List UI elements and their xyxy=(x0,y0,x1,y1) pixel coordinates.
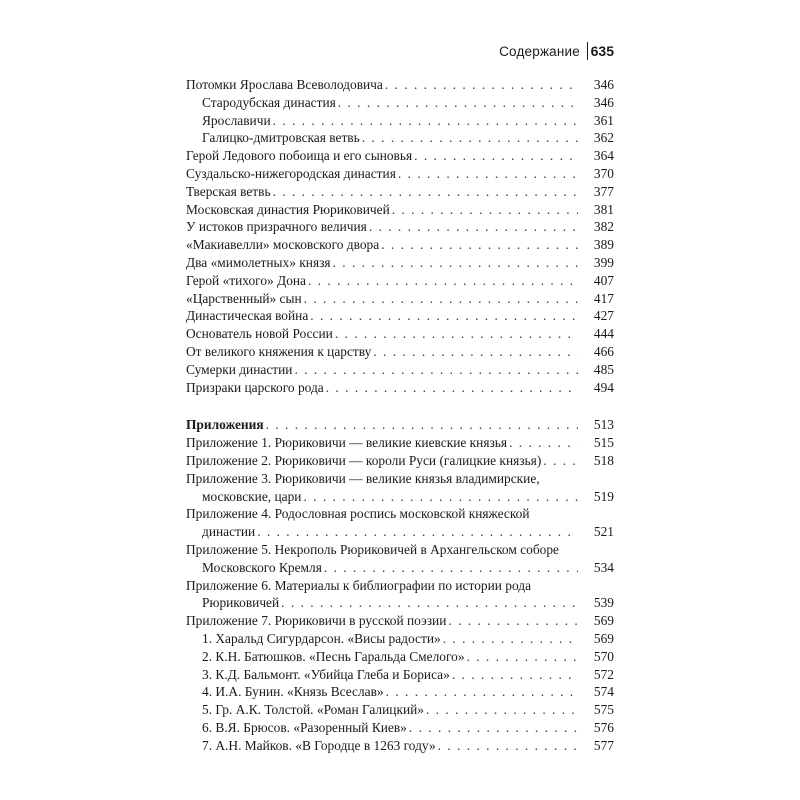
toc-page: 576 xyxy=(593,719,614,735)
toc-entry[interactable]: От великого княжения к царству . . . 466 xyxy=(186,343,614,361)
toc-page: 361 xyxy=(593,112,614,128)
toc-appendix[interactable]: Приложение 4. Родословная роспись московской княжеской династии . . . 521 xyxy=(186,505,614,541)
toc-page: 534 xyxy=(593,559,614,575)
toc-page: 539 xyxy=(593,595,614,611)
toc-page: 569 xyxy=(593,613,614,629)
toc-appendix[interactable]: Приложение 3. Рюриковичи — великие князья владимирские, московские, цари . . . 519 xyxy=(186,470,614,506)
toc-page: 427 xyxy=(593,308,614,324)
toc-entry[interactable]: «Макиавелли» московского двора . . . 389 xyxy=(186,236,614,254)
toc-page: 575 xyxy=(593,702,614,718)
toc-page: 370 xyxy=(593,165,614,181)
toc-entry[interactable]: Два «мимолетных» князя . . . 399 xyxy=(186,254,614,272)
toc-entry[interactable]: Сумерки династии . . . 485 xyxy=(186,361,614,379)
toc-page: 389 xyxy=(593,237,614,253)
toc-appendix[interactable]: Приложение 2. Рюриковичи — короли Руси (галицкие князья) . . . 518 xyxy=(186,452,614,470)
toc-page: 362 xyxy=(593,130,614,146)
toc-page: 521 xyxy=(593,524,614,540)
toc-poem[interactable]: 4. И.А. Бунин. «Князь Всеслав» . . . 574 xyxy=(186,683,614,701)
toc-page: 407 xyxy=(593,272,614,288)
toc-page: 485 xyxy=(593,361,614,377)
toc-page: 518 xyxy=(593,452,614,468)
toc-page: 570 xyxy=(593,648,614,664)
page-number: 635 xyxy=(590,43,614,59)
toc-page: 417 xyxy=(593,290,614,306)
toc-poem[interactable]: 7. А.Н. Майков. «В Городце в 1263 году» . . . 577 xyxy=(186,737,614,755)
toc-page: 466 xyxy=(593,343,614,359)
toc-poem[interactable]: 5. Гр. А.К. Толстой. «Роман Галицкий» . . . 575 xyxy=(186,701,614,719)
toc-page: 444 xyxy=(593,326,614,342)
toc-appendix[interactable]: Приложение 5. Некрополь Рюриковичей в Архангельском соборе Московского Кремля . . . 534 xyxy=(186,541,614,577)
toc-appendix[interactable]: Приложение 6. Материалы к библиографии по истории рода Рюриковичей . . . 539 xyxy=(186,577,614,613)
toc-page: 382 xyxy=(593,219,614,235)
toc-page: 519 xyxy=(593,488,614,504)
toc-poem[interactable]: 2. К.Н. Батюшков. «Песнь Гаральда Смелого» . . . 570 xyxy=(186,648,614,666)
toc-page: 346 xyxy=(593,77,614,92)
toc-entry[interactable]: Потомки Ярослава Всеволодовича . . . 346 xyxy=(186,76,614,94)
toc-page: 364 xyxy=(593,148,614,164)
toc-entry[interactable]: Герой Ледового побоища и его сыновья . . . 364 xyxy=(186,147,614,165)
toc-page: 513 xyxy=(593,417,614,433)
toc-page: 399 xyxy=(593,254,614,270)
toc-appendix[interactable]: Приложение 1. Рюриковичи — великие киевские князья . . . 515 xyxy=(186,434,614,452)
toc-poem[interactable]: 1. Харальд Сигурдарсон. «Висы радости» . . . 569 xyxy=(186,630,614,648)
toc-entry[interactable]: Династическая война . . . 427 xyxy=(186,307,614,325)
toc-entry[interactable]: Московская династия Рюриковичей . . . 381 xyxy=(186,201,614,219)
toc-page: 572 xyxy=(593,666,614,682)
toc-entry[interactable]: Призраки царского рода . . . 494 xyxy=(186,379,614,397)
toc-subentry[interactable]: Ярославичи . . . 361 xyxy=(186,112,614,130)
toc-page: 515 xyxy=(593,435,614,451)
toc-page: 381 xyxy=(593,201,614,217)
toc-page: 377 xyxy=(593,183,614,199)
header-divider xyxy=(587,42,589,60)
toc-entry[interactable]: Герой «тихого» Дона . . . 407 xyxy=(186,272,614,290)
toc-entry[interactable]: «Царственный» сын . . . 417 xyxy=(186,290,614,308)
toc-page: 577 xyxy=(593,737,614,753)
toc-poem[interactable]: 3. К.Д. Бальмонт. «Убийца Глеба и Бориса» . . . 572 xyxy=(186,666,614,684)
toc-poem[interactable]: 6. В.Я. Брюсов. «Разоренный Киев» . . . 576 xyxy=(186,719,614,737)
toc-subentry[interactable]: Стародубская династия . . . 346 xyxy=(186,94,614,112)
toc-entry[interactable]: У истоков призрачного величия . . . 382 xyxy=(186,218,614,236)
section-title: Содержание xyxy=(499,44,580,59)
toc-page: 574 xyxy=(593,684,614,700)
toc-page: 569 xyxy=(593,630,614,646)
toc-entry[interactable]: Тверская ветвь . . . 377 xyxy=(186,183,614,201)
toc-entry[interactable]: Основатель новой России . . . 444 xyxy=(186,325,614,343)
table-of-contents xyxy=(186,76,614,754)
toc-page: 346 xyxy=(593,94,614,110)
toc-page: 494 xyxy=(593,379,614,395)
toc-appendix[interactable]: Приложение 7. Рюриковичи в русской поэзии . . . 569 xyxy=(186,612,614,630)
toc-subentry[interactable]: Галицко-дмитровская ветвь . . . 362 xyxy=(186,129,614,147)
toc-heading-appendices[interactable]: Приложения . . . 513 xyxy=(186,416,614,434)
toc-entry[interactable]: Суздальско-нижегородская династия . . . 370 xyxy=(186,165,614,183)
running-header xyxy=(0,40,614,66)
section-gap xyxy=(186,396,614,416)
